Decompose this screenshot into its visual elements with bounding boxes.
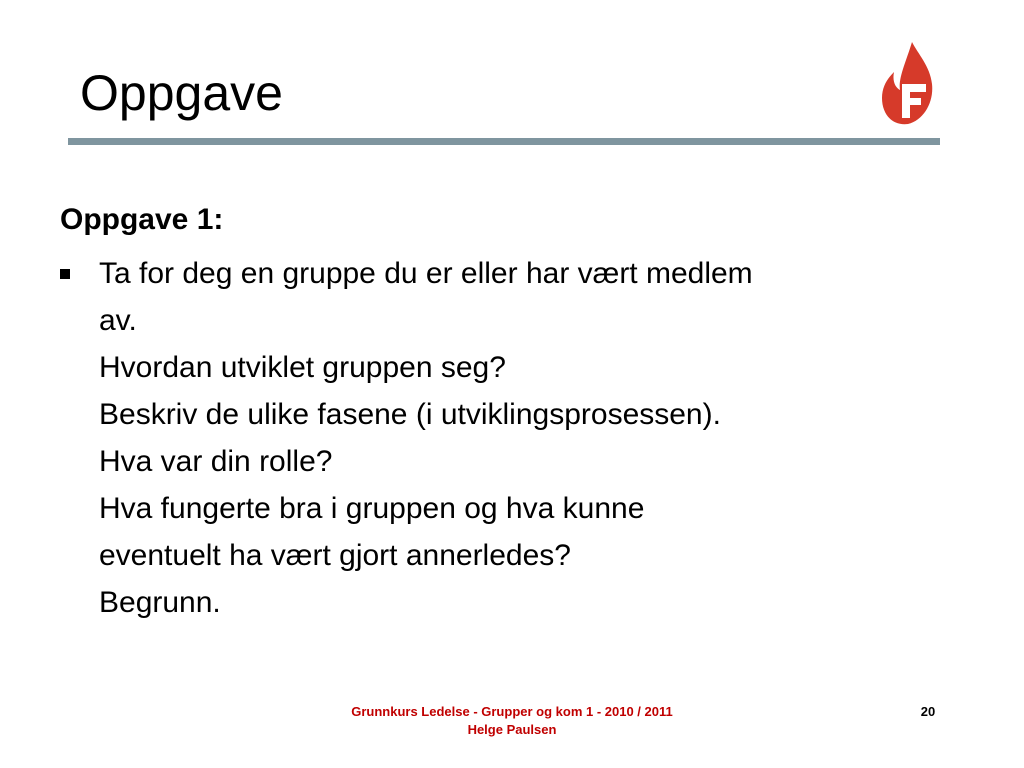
footer-author-text: Helge Paulsen	[467, 722, 557, 737]
bullet-line: eventuelt ha vært gjort annerledes?	[99, 539, 571, 572]
page-number: 20	[920, 704, 936, 719]
subheading: Oppgave 1:	[60, 203, 224, 236]
bullet-line: Hvordan utviklet gruppen seg?	[99, 351, 506, 384]
slide-body	[60, 196, 990, 626]
bullet-line: Hva var din rolle?	[99, 445, 333, 478]
title-divider	[68, 138, 940, 145]
square-bullet-icon	[60, 269, 70, 279]
bullet-line: Ta for deg en gruppe du er eller har vært medlem	[99, 257, 753, 290]
slide-title: Oppgave	[80, 65, 283, 121]
flame-f-logo-icon	[878, 40, 938, 130]
footer-course-text: Grunnkurs Ledelse - Grupper og kom 1 - 2010 / 2011	[351, 704, 673, 719]
bullet-item	[60, 250, 990, 626]
slide-footer	[0, 703, 1024, 739]
bullet-line: Begrunn.	[99, 586, 221, 619]
bullet-line: Beskriv de ulike fasene (i utviklingsprosessen).	[99, 398, 721, 431]
bullet-line: Hva fungerte bra i gruppen og hva kunne	[99, 492, 645, 525]
bullet-line: av.	[99, 304, 137, 337]
